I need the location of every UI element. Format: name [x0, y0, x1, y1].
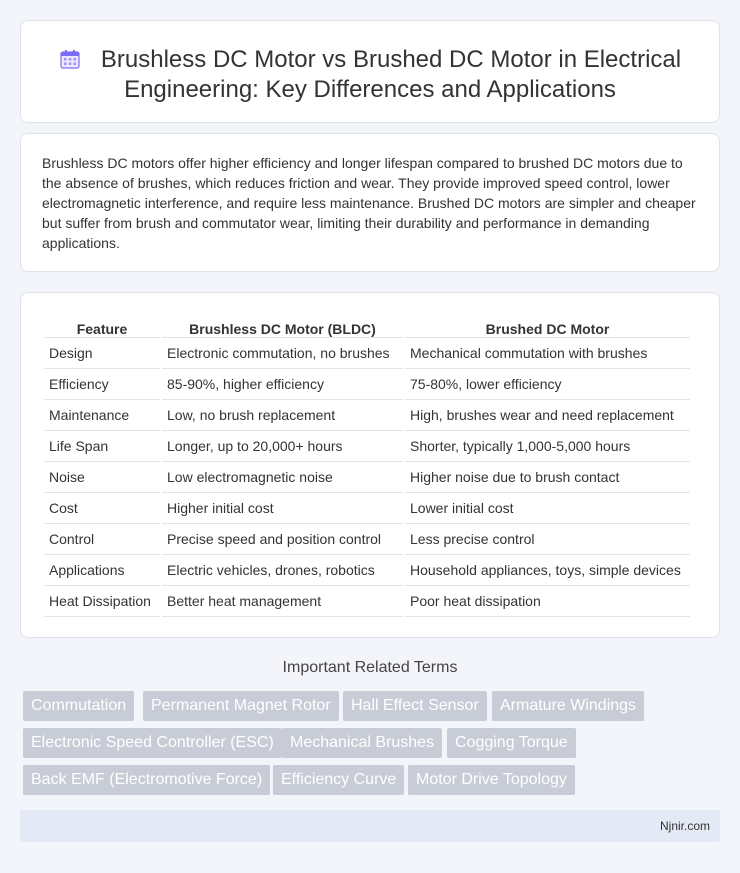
related-term-tag[interactable]: Commutation [23, 691, 134, 721]
footer [20, 810, 720, 842]
table-cell: High, brushes wear and need replacement [405, 400, 690, 431]
table-cell: Heat Dissipation [44, 586, 160, 617]
table-cell: Higher initial cost [162, 493, 403, 524]
calendar-icon [59, 48, 81, 70]
table-cell: Cost [44, 493, 160, 524]
table-cell: Shorter, typically 1,000-5,000 hours [405, 431, 690, 462]
table-cell: Low, no brush replacement [162, 400, 403, 431]
table-row [44, 369, 690, 400]
title-line-1: Brushless DC Motor vs Brushed DC Motor in Electrical [100, 46, 682, 73]
table-cell: Maintenance [44, 400, 160, 431]
table-row [44, 555, 690, 586]
comparison-table-card [20, 292, 720, 638]
table-cell: Efficiency [44, 369, 160, 400]
table-row [44, 400, 690, 431]
header-brushed: Brushed DC Motor [405, 313, 690, 338]
intro-card [20, 133, 720, 272]
table-cell: Low electromagnetic noise [162, 462, 403, 493]
table-cell: Less precise control [405, 524, 690, 555]
related-term-tag[interactable]: Cogging Torque [447, 728, 576, 758]
related-term-tag[interactable]: Armature Windings [492, 691, 644, 721]
table-row [44, 338, 690, 369]
title-line-2: Engineering: Key Differences and Applications [124, 76, 616, 103]
related-term-tag[interactable]: Mechanical Brushes [282, 728, 442, 758]
header-bldc: Brushless DC Motor (BLDC) [162, 313, 403, 338]
page-title [21, 45, 719, 105]
table-cell: Lower initial cost [405, 493, 690, 524]
table-header-row [44, 313, 690, 338]
related-term-tag[interactable]: Motor Drive Topology [408, 765, 575, 795]
related-term-tag[interactable]: Electronic Speed Controller (ESC) [23, 728, 282, 758]
related-term-tag[interactable]: Back EMF (Electromotive Force) [23, 765, 270, 795]
table-cell: Control [44, 524, 160, 555]
related-term-tag[interactable]: Hall Effect Sensor [343, 691, 487, 721]
related-term-tag[interactable]: Efficiency Curve [273, 765, 404, 795]
header-feature: Feature [44, 313, 160, 338]
table-cell: Longer, up to 20,000+ hours [162, 431, 403, 462]
table-cell: Household appliances, toys, simple devices [405, 555, 690, 586]
table-row [44, 493, 690, 524]
table-cell: Better heat management [162, 586, 403, 617]
table-cell: Precise speed and position control [162, 524, 403, 555]
table-cell: Noise [44, 462, 160, 493]
footer-site-name: Njnir.com [659, 819, 710, 833]
table-cell: Mechanical commutation with brushes [405, 338, 690, 369]
related-terms-title: Important Related Terms [282, 659, 458, 676]
table-cell: Life Span [44, 431, 160, 462]
title-card [20, 20, 720, 123]
table-cell: Design [44, 338, 160, 369]
table-cell: 85-90%, higher efficiency [162, 369, 403, 400]
table-row [44, 431, 690, 462]
table-cell: 75-80%, lower efficiency [405, 369, 690, 400]
table-row [44, 586, 690, 617]
table-row [44, 462, 690, 493]
table-cell: Electric vehicles, drones, robotics [162, 555, 403, 586]
comparison-table [42, 313, 692, 617]
table-cell: Poor heat dissipation [405, 586, 690, 617]
table-cell: Higher noise due to brush contact [405, 462, 690, 493]
table-row [44, 524, 690, 555]
table-cell: Applications [44, 555, 160, 586]
intro-paragraph: Brushless DC motors offer higher efficiency and longer lifespan compared to brushed DC motors due to the absence of brushes, which reduces friction and wear. They provide improved speed control, lower electromagnetic interference, and require less maintenance. Brushed DC motors are simpler and cheaper but suffer from brush and commutator wear, limiting their durability and performance in demanding applications. [42, 155, 696, 251]
table-cell: Electronic commutation, no brushes [162, 338, 403, 369]
related-term-tag[interactable]: Permanent Magnet Rotor [143, 691, 339, 721]
